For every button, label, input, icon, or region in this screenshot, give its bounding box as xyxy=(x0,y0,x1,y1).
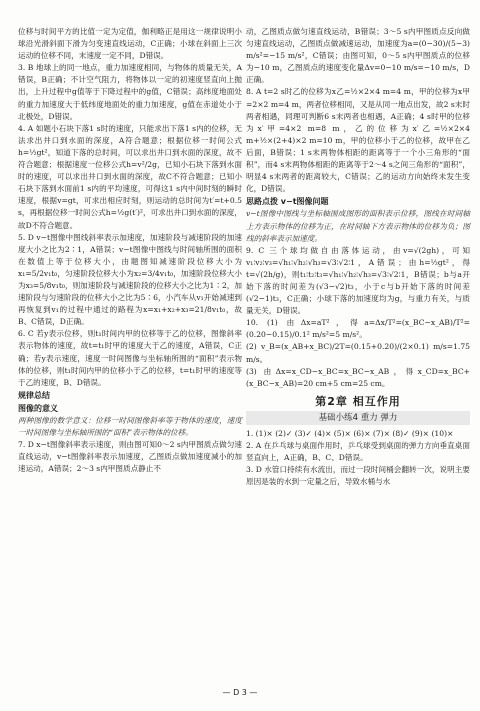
answer-3: 3. D 水管口持续有水流出，而过一段时间桶会翻转一次，说明主要原因是装的水到一定量之后，导致水桶与水 xyxy=(246,465,470,487)
answer-4: 4. A 如题小石块下落1 s时的速度，只能求出下落1 s内的位移，无法求出井口到水面的深度，A符合题意；根据位移一时间公式h=½gt²，知道下落的总时间，可以求出井口到水面的深度，故不符合题意；根据速度一位移公式h=v²/2g，已知小石块下落到水面时的速度，可以求出井口到水面的深度，故C不符合题意；已知小石块下落到水面前1 s内的平均速度，可得这1 s内中间时刻的瞬时速度，根据v=gt，可求出相应时刻，则运动的总时间为t′=t+0.5 s，再根据位移一时间公式h=½g(t′)²，可求出井口到水面的深度，故D不符合题意。 xyxy=(18,123,242,230)
answer-10-part1: 10. (1) 由Δx=aT²，得a=Δx/T²=(x_BC−x_AB)/T²=(0.20−0.15)/0.1² m/s²=5 m/s²。 xyxy=(246,318,470,340)
answer-6: 6. C 若y表示位移，则t₁时间内甲的位移等于乙的位移，图像斜率表示物体的速度，故t=t₁时甲的速度大于乙的速度，A错误，C正确；若y表示速度，速度一时间图像与坐标轴所围的“面积”表示物体的位移，则t₁时间内甲的位移小于乙的位移，t=t₁时甲的速度等于乙的速度，B、D错误。 xyxy=(18,329,242,387)
rule-summary-heading: 规律总结 xyxy=(18,390,50,400)
answer-9: 9. C 三个球均做自由落体运动，由v=√(2gh)，可知v₁∶v₂∶v₃=√h₁∶√h₂∶√h₃=√3∶√2∶1，A错误；由h=½gt²，得t=√(2h/g)，则t₁∶t₂∶t₃=√h₁∶√h₂∶√h₃=√3∶√2∶1，B错误；b与a开始下落的时间差为(√3−√2)t₃，小于c与b开始下落的时间差(√2−1)t₃，C正确；小球下落的加速度均为g，与重力有关，与质量无关，D错误。 xyxy=(246,245,470,316)
section-title: 基础小练4 重力 弹力 xyxy=(246,411,470,425)
answer-1-judgments: 1. (1)× (2)✓ (3)✓ (4)× (5)× (6)× (7)× (8)✓ (9)× (10)× xyxy=(246,429,454,438)
thinking-tip-note: v−t图像中图线与坐标轴围成图形的面积表示位移，图线在时间轴上方表示物体的位移为正，在时间轴下方表示物体的位移为负；图线的斜率表示加速度。 xyxy=(246,209,470,243)
chapter-title: 第2章 相互作用 xyxy=(315,394,401,408)
answer-2-continued: 位移与时间平方的比值一定为定值，伽利略正是用这一规律说明小球沿光滑斜面下滑为匀变速直线运动，C正确；小球在斜面上三次运动的位移不同，末速度一定不同，D错误。 xyxy=(18,27,242,61)
answer-2: 2. A 在乒乓球与桌面作用时，乒乓球受到桌面的弹力方向垂直桌面竖直向上，A正确，B、C、D错误。 xyxy=(246,441,470,463)
answer-10-part3: (3) 由Δx=x_CD−x_BC=x_BC−x_AB，得x_CD=x_BC+(x_BC−x_AB)=20 cm+5 cm=25 cm。 xyxy=(246,366,470,388)
left-column xyxy=(18,26,242,475)
thinking-tip-heading: 思路点拨 v−t图像问题 xyxy=(246,197,329,207)
answer-7-continued: 动，乙图质点做匀速直线运动，B错误；3～5 s内甲图质点反向做匀速直线运动，乙图质点做减速运动，加速度为a=(0−30)/(5−3) m/s²=−15 m/s²，C错误；由图可知，0～5 s内甲图质点的位移为−10 m，乙图质点的速度变化量Δv=0−10 m/s=−10 m/s，D正确。 xyxy=(246,27,470,85)
graph-meaning-note: 两种图像的数学意义：位移一时间图像斜率等于物体的速度，速度一时间图像与坐标轴所围的“面积”表示物体的位移。 xyxy=(18,416,242,438)
answer-8: 8. A t=2 s时乙的位移为x乙=½×2×4 m=4 m，甲的位移为x甲=2×2 m=4 m，两者位移相同，又是从同一地点出发，故2 s末时两者相遇，同理可判断6 s末两者也相遇，A正确；4 s时甲的位移为x′甲=4×2 m=8 m，乙的位移为x′乙=½×2×4 m+½×(2+4)×2 m=10 m，甲的位移小于乙的位移，故甲在乙后面，B错误；1 s末两物体相距的距离等于一个小三角形的“面积”，而4 s末两物体相距的距离等于2～4 s之间三角形的“面积”，明显4 s末两者的距离较大，C错误；乙的运动方向始终未发生变化，D错误。 xyxy=(246,87,470,194)
answer-3: 3. B 地球上的同一地点，重力加速度相同，与物体的质量无关，A错误，B正确；不计空气阻力，将物体以一定的初速度竖直向上抛出，上升过程中g值等于下降过程中的g值，C错误；高纬度地面处的重力加速度大于低纬度地面处的重力加速度，g值在赤道处小于北极处，D错误。 xyxy=(18,63,242,121)
right-column xyxy=(246,26,470,488)
page-number: — D 3 — xyxy=(222,688,258,697)
answer-10-part2: (2) v_B=(x_AB+x_BC)/2T=(0.15+0.20)/(2×0.1) m/s=1.75 m/s。 xyxy=(246,342,470,364)
answer-5: 5. D v−t图像中图线斜率表示加速度，加速阶段与减速阶段的加速度大小之比为2∶1，A错误；v−t图像中图线与时间轴所围的面积在数值上等于位移大小，由题图知减速阶段位移大小为x₁=5/2v₁t₀，匀速阶段位移大小为x₂=3/4v₁t₀，加速阶段位移大小为x₃=5/8v₁t₀，则加速阶段与减速阶段的位移大小之比为1∶2，加速阶段与匀速阶段的位移大小之比为5∶6，小汽车从v₁开始减速到再恢复到v₁的过程中通过的路程为x=x₁+x₂+x₃=21/8v₁t₀，故B、C错误，D正确。 xyxy=(18,232,242,327)
answer-7: 7. D x−t图像斜率表示速度，则由图可知0～2 s内甲图质点做匀速直线运动，v−t图像斜率表示加速度，乙图质点做加速度减小的加速运动，A错误；2～3 s内甲图质点静止不 xyxy=(18,440,242,474)
graph-meaning-heading: 图像的意义 xyxy=(18,403,58,413)
